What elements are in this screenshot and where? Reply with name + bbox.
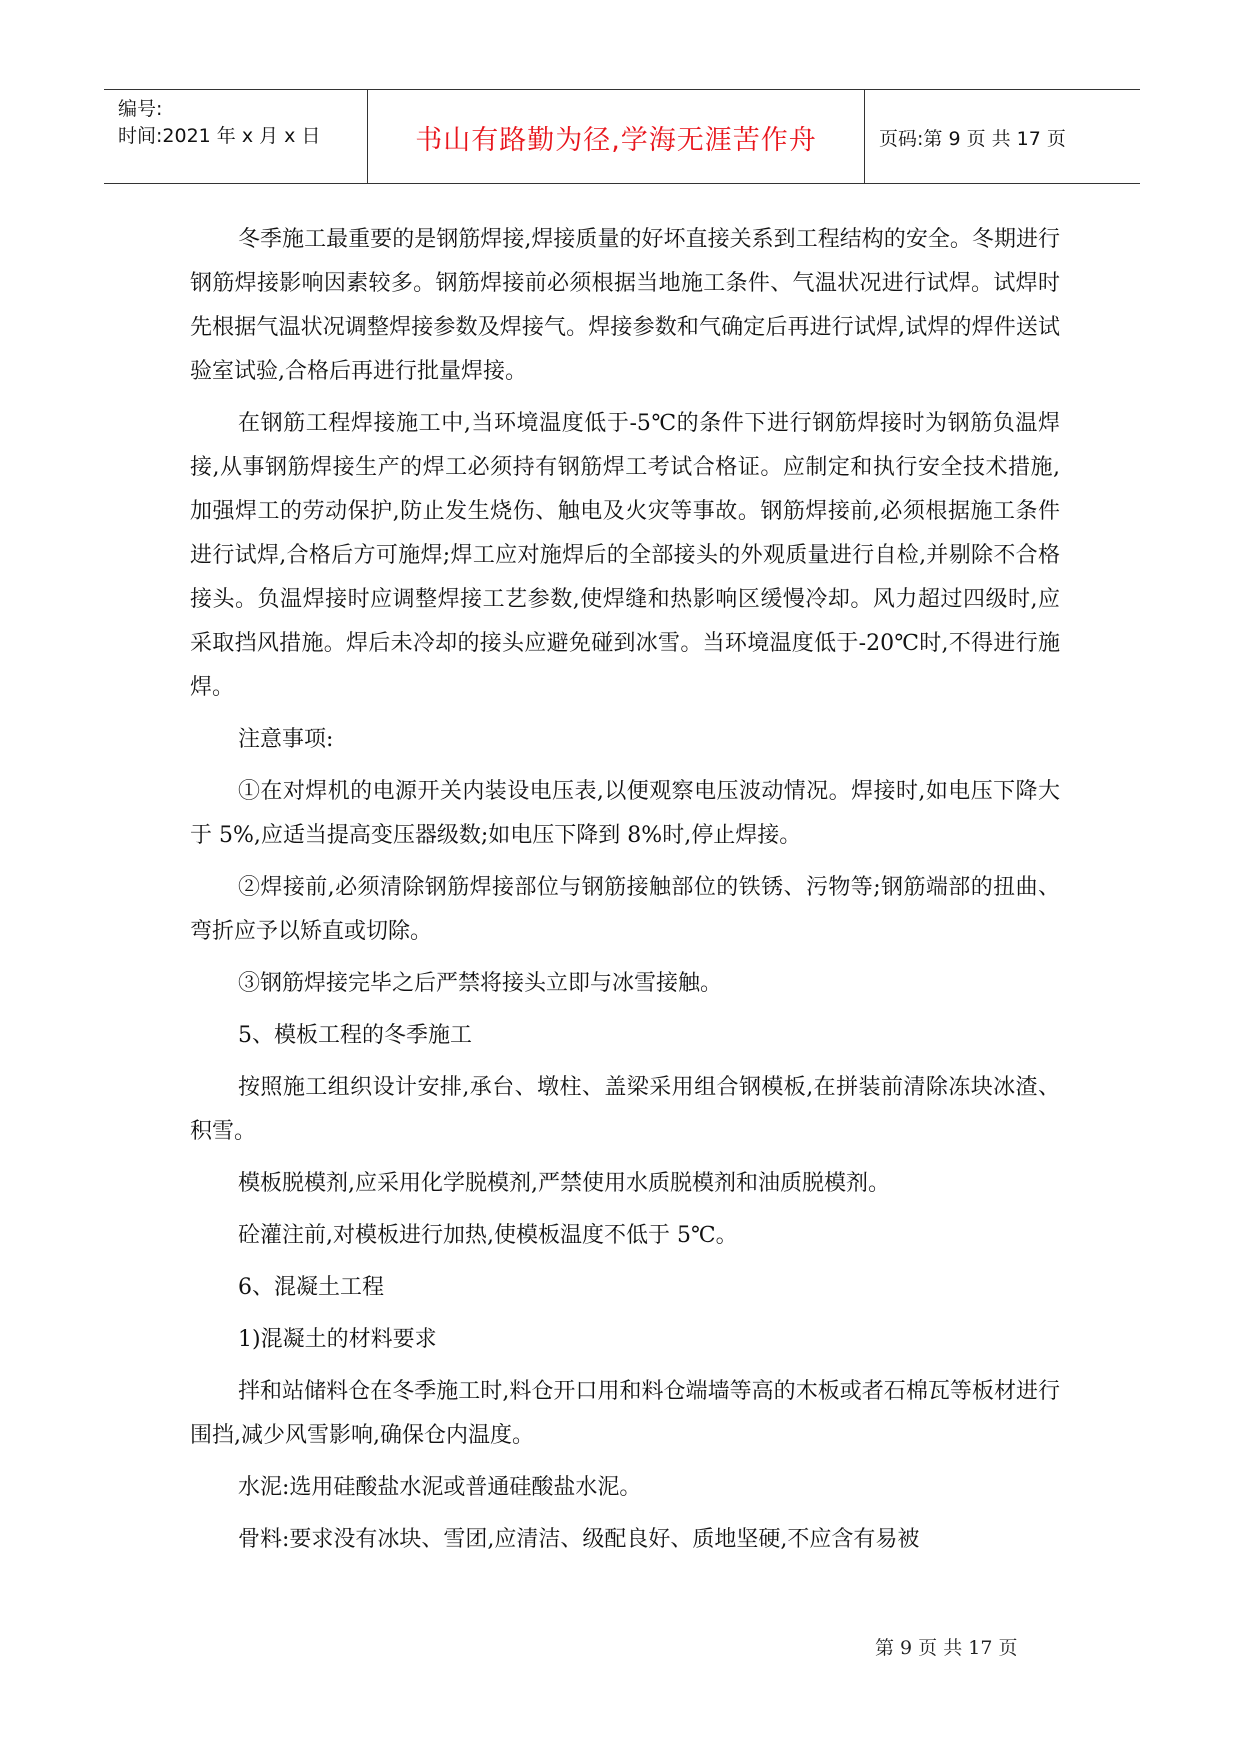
section-heading-concrete: 6、混凝土工程 [238,1275,384,1300]
paragraph-welding-importance: 冬季施工最重要的是钢筋焊接,焊接质量的好坏直接关系到工程结构的安全。冬期进行钢筋焊接影响因素较多。钢筋焊接前必须根据当地施工条件、气温状况进行试焊。试焊时先根据气温状况调整焊接参数及焊接气。焊接参数和气确定后再进行试焊,试焊的焊件送试验室试验,合格后再进行批量焊接。 [190,227,1060,384]
document-body [190,218,1060,1562]
paragraph-note-1: ①在对焊机的电源开关内装设电压表,以便观察电压波动情况。焊接时,如电压下降大于 5%,应适当提高变压器级数;如电压下降到 8%时,停止焊接。 [190,779,1060,848]
paragraph-aggregate: 骨料:要求没有冰块、雪团,应清洁、级配良好、质地坚硬,不应含有易被 [238,1527,920,1552]
number-label: 编号: [118,98,163,120]
paragraph-storage-bins: 拌和站储料仓在冬季施工时,料仓开口用和料仓端墙等高的木板或者石棉瓦等板材进行围挡,减少风雪影响,确保仓内温度。 [190,1379,1060,1448]
paragraph-negative-temperature-welding: 在钢筋工程焊接施工中,当环境温度低于-5℃的条件下进行钢筋焊接时为钢筋负温焊接,从事钢筋焊接生产的焊工必须持有钢筋焊工考试合格证。应制定和执行安全技术措施,加强焊工的劳动保护,防止发生烧伤、触电及火灾等事故。钢筋焊接前,必须根据施工条件进行试焊,合格后方可施焊;焊工应对施焊后的全部接头的外观质量进行自检,并剔除不合格接头。负温焊接时应调整焊接工艺参数,使焊缝和热影响区缓慢冷却。风力超过四级时,应采取挡风措施。焊后未冷却的接头应避免碰到冰雪。当环境温度低于-20℃时,不得进行施焊。 [190,411,1060,700]
page-footer: 第 9 页 共 17 页 [875,1637,1018,1659]
motto-text: 书山有路勤为径,学海无涯苦作舟 [415,125,817,156]
header-left-cell [104,90,367,183]
page-code: 页码:第 9 页 共 17 页 [879,128,1066,150]
paragraph-release-agent: 模板脱模剂,应采用化学脱模剂,严禁使用水质脱模剂和油质脱模剂。 [238,1171,890,1196]
paragraph-note-2: ②焊接前,必须清除钢筋焊接部位与钢筋接触部位的铁锈、污物等;钢筋端部的扭曲、弯折应予以矫直或切除。 [190,875,1060,944]
time-label: 时间:2021 年 x 月 x 日 [118,125,321,147]
subheading-concrete-materials: 1)混凝土的材料要求 [238,1327,437,1352]
paragraph-notes-heading: 注意事项: [238,727,334,752]
header-middle-cell [367,90,865,183]
section-heading-formwork: 5、模板工程的冬季施工 [238,1023,472,1048]
paragraph-formwork-arrangement: 按照施工组织设计安排,承台、墩柱、盖梁采用组合钢模板,在拼装前清除冻块冰渣、积雪。 [190,1075,1060,1144]
paragraph-note-3: ③钢筋焊接完毕之后严禁将接头立即与冰雪接触。 [238,971,723,996]
header-table [104,89,1140,184]
header-right-cell [865,90,1140,183]
paragraph-cement: 水泥:选用硅酸盐水泥或普通硅酸盐水泥。 [238,1475,642,1500]
paragraph-formwork-heating: 砼灌注前,对模板进行加热,使模板温度不低于 5℃。 [238,1223,738,1248]
